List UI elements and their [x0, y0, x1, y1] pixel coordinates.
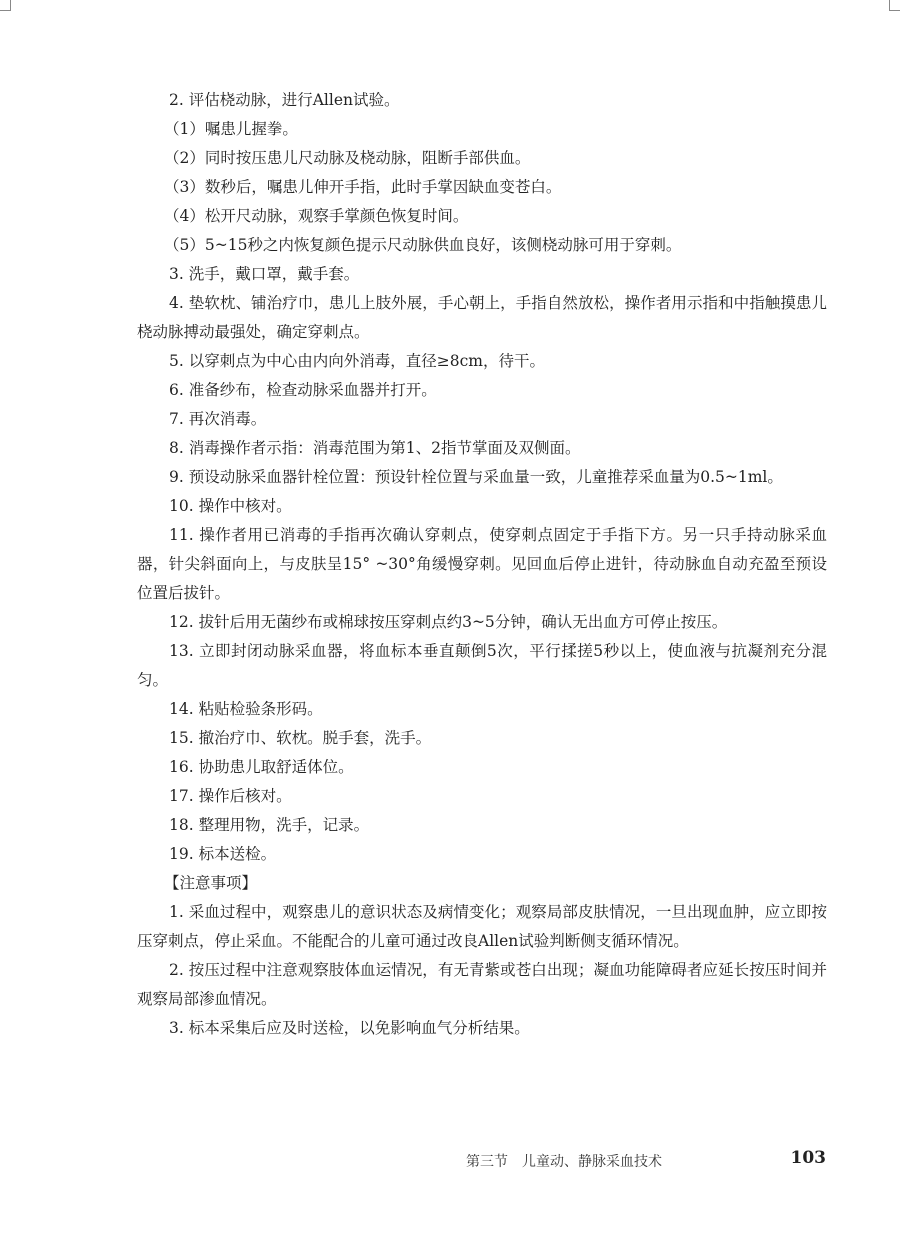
step-10: 10. 操作中核对。 [169, 497, 292, 515]
crop-mark-top-left [0, 0, 11, 11]
step-11: 11. 操作者用已消毒的手指再次确认穿刺点，使穿刺点固定于手指下方。另一只手持动脉采血器，针尖斜面向上，与皮肤呈15° ~30°角缓慢穿刺。见回血后停止进针，待动脉血自动充盈至预设位置后拔针。 [137, 526, 827, 602]
step-9: 9. 预设动脉采血器针栓位置：预设针栓位置与采血量一致，儿童推荐采血量为0.5~1ml。 [169, 468, 783, 486]
step-2-sub-3: （3）数秒后，嘱患儿伸开手指，此时手掌因缺血变苍白。 [164, 178, 562, 196]
step-6: 6. 准备纱布，检查动脉采血器并打开。 [169, 381, 437, 399]
step-8: 8. 消毒操作者示指：消毒范围为第1、2指节掌面及双侧面。 [169, 439, 581, 457]
step-2-sub-2: （2）同时按压患儿尺动脉及桡动脉，阻断手部供血。 [164, 149, 531, 167]
step-4: 4. 垫软枕、铺治疗巾，患儿上肢外展，手心朝上，手指自然放松，操作者用示指和中指触摸患儿桡动脉搏动最强处，确定穿刺点。 [137, 294, 827, 341]
step-7: 7. 再次消毒。 [169, 410, 267, 428]
step-2: 2. 评估桡动脉，进行Allen试验。 [169, 91, 400, 109]
note-1: 1. 采血过程中，观察患儿的意识状态及病情变化；观察局部皮肤情况，一旦出现血肿，应立即按压穿刺点，停止采血。不能配合的儿童可通过改良Allen试验判断侧支循环情况。 [137, 903, 827, 950]
step-5: 5. 以穿刺点为中心由内向外消毒，直径≥8cm，待干。 [169, 352, 545, 370]
step-19: 19. 标本送检。 [169, 845, 277, 863]
step-3: 3. 洗手，戴口罩，戴手套。 [169, 265, 360, 283]
step-13: 13. 立即封闭动脉采血器，将血标本垂直颠倒5次，平行揉搓5秒以上，使血液与抗凝剂充分混匀。 [137, 642, 827, 689]
note-2: 2. 按压过程中注意观察肢体血运情况，有无青紫或苍白出现；凝血功能障碍者应延长按压时间并观察局部渗血情况。 [137, 961, 827, 1008]
step-12: 12. 拔针后用无菌纱布或棉球按压穿刺点约3~5分钟，确认无出血方可停止按压。 [169, 613, 728, 631]
page-body [137, 86, 827, 1043]
step-14: 14. 粘贴检验条形码。 [169, 700, 323, 718]
notes-heading: 【注意事项】 [164, 874, 258, 892]
page-footer [466, 1148, 826, 1172]
step-2-sub-4: （4）松开尺动脉，观察手掌颜色恢复时间。 [164, 207, 469, 225]
step-18: 18. 整理用物，洗手，记录。 [169, 816, 370, 834]
step-16: 16. 协助患儿取舒适体位。 [169, 758, 354, 776]
step-2-sub-1: （1）嘱患儿握拳。 [164, 120, 298, 138]
step-2-sub-5: （5）5~15秒之内恢复颜色提示尺动脉供血良好，该侧桡动脉可用于穿刺。 [164, 236, 682, 254]
page-number: 103 [790, 1148, 826, 1168]
running-footer-section-title: 第三节 儿童动、静脉采血技术 [466, 1154, 662, 1170]
step-17: 17. 操作后核对。 [169, 787, 292, 805]
note-3: 3. 标本采集后应及时送检，以免影响血气分析结果。 [169, 1019, 530, 1037]
crop-mark-top-right [889, 0, 900, 11]
step-15: 15. 撤治疗巾、软枕。脱手套，洗手。 [169, 729, 432, 747]
